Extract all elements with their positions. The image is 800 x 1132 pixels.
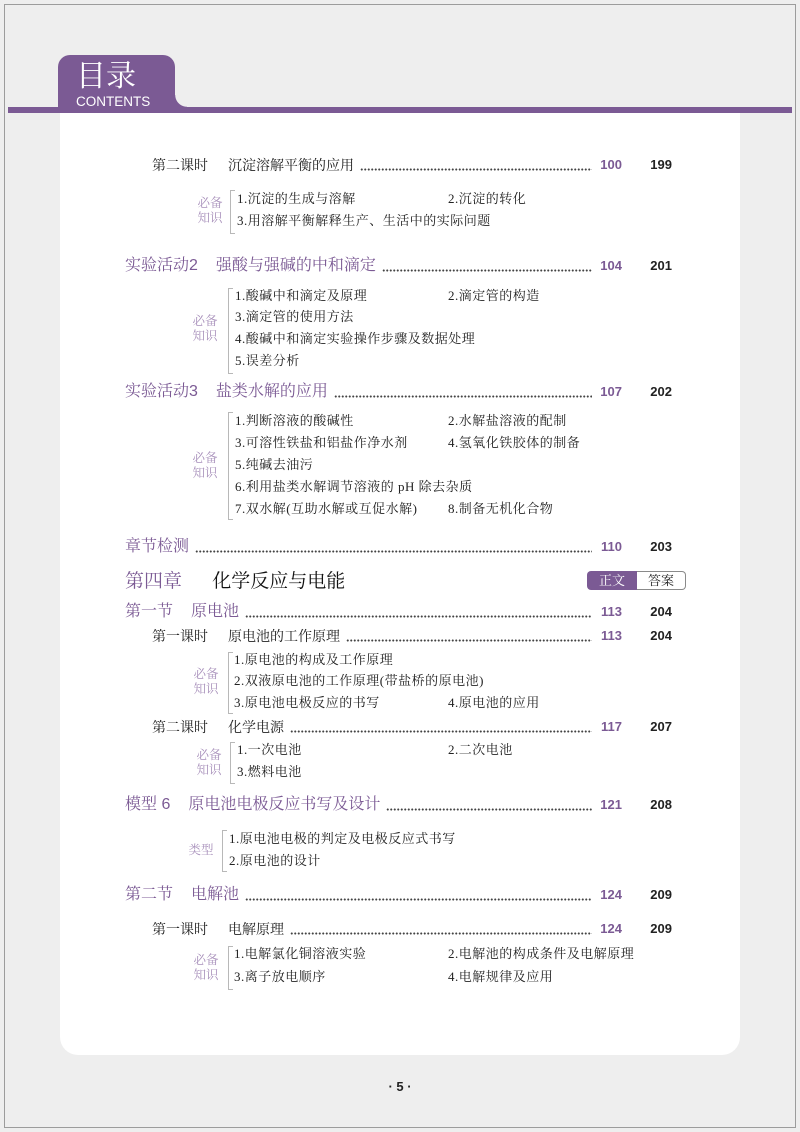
item-bracket <box>230 742 235 784</box>
column-badges <box>587 571 686 590</box>
entry-title: 电解池 <box>191 886 240 903</box>
knowledge-label-line: 知识 <box>196 763 222 777</box>
dot-leader <box>195 550 592 553</box>
answer-page-number: 209 <box>650 887 672 902</box>
dot-leader <box>346 639 592 642</box>
knowledge-item: 7.双水解(互助水解或互促水解) <box>235 501 418 516</box>
knowledge-label-line: 知识 <box>197 211 223 225</box>
answer-page-number: 203 <box>650 539 672 554</box>
knowledge-item: 2.二次电池 <box>448 742 513 757</box>
chapter-label: 第四章 <box>125 571 183 592</box>
type-item: 2.原电池的设计 <box>229 853 321 868</box>
entry-prefix: 模型 6 <box>125 796 171 813</box>
entry-title: 电解原理 <box>228 921 284 937</box>
knowledge-item: 3.用溶解平衡解释生产、生活中的实际问题 <box>237 213 491 228</box>
page-number: 100 <box>600 157 622 172</box>
item-bracket <box>228 652 233 714</box>
type-item: 1.原电池电极的判定及电极反应式书写 <box>229 831 456 846</box>
knowledge-item: 4.酸碱中和滴定实验操作步骤及数据处理 <box>235 331 476 346</box>
knowledge-label-line: 必备 <box>192 314 218 328</box>
toc-entry-section <box>125 537 672 557</box>
toc-entry-section <box>125 795 672 815</box>
toc-entry-lesson <box>152 717 672 737</box>
answer-page-number: 204 <box>650 628 672 643</box>
knowledge-item: 1.沉淀的生成与溶解 <box>237 191 356 206</box>
entry-prefix: 第二节 <box>125 886 174 903</box>
page-number-footer: · 5 · <box>388 1079 412 1094</box>
item-bracket <box>222 830 227 872</box>
entry-prefix: 实验活动3 <box>125 383 198 400</box>
knowledge-item: 1.一次电池 <box>237 742 302 757</box>
page-number: 117 <box>601 719 622 734</box>
toc-entry-lesson <box>152 155 672 175</box>
knowledge-item: 8.制备无机化合物 <box>448 501 554 516</box>
knowledge-label <box>191 314 219 344</box>
item-bracket <box>228 946 233 990</box>
item-bracket <box>228 412 233 520</box>
entry-prefix: 第一课时 <box>152 921 208 937</box>
entry-prefix: 第二课时 <box>152 157 208 173</box>
knowledge-label <box>191 451 219 481</box>
entry-prefix: 实验活动2 <box>125 257 198 274</box>
toc-entry-section <box>125 602 672 622</box>
knowledge-label <box>196 196 224 226</box>
knowledge-item: 2.双液原电池的工作原理(带盐桥的原电池) <box>234 673 484 688</box>
page-number: 124 <box>600 921 622 936</box>
knowledge-label-line: 知识 <box>193 968 219 982</box>
answer-page-number: 199 <box>650 157 672 172</box>
knowledge-label <box>192 953 220 983</box>
toc-entry-lesson <box>152 626 672 646</box>
knowledge-item: 4.电解规律及应用 <box>448 969 554 984</box>
answer-page-number: 202 <box>650 384 672 399</box>
knowledge-item: 3.原电池电极反应的书写 <box>234 695 380 710</box>
knowledge-item: 4.氢氧化铁胶体的制备 <box>448 435 581 450</box>
page-number: 124 <box>600 887 622 902</box>
knowledge-item: 3.燃料电池 <box>237 764 302 779</box>
entry-title: 强酸与强碱的中和滴定 <box>215 257 376 274</box>
answer-page-number: 201 <box>650 258 672 273</box>
knowledge-label-line: 知识 <box>193 682 219 696</box>
header-tab-flare <box>175 95 187 107</box>
knowledge-item: 6.利用盐类水解调节溶液的 pH 除去杂质 <box>235 479 473 494</box>
toc-entry-section <box>125 382 672 402</box>
knowledge-item: 2.沉淀的转化 <box>448 191 527 206</box>
knowledge-label-line: 必备 <box>192 451 218 465</box>
knowledge-item: 1.酸碱中和滴定及原理 <box>235 288 368 303</box>
toc-entry-section <box>125 885 672 905</box>
dot-leader <box>290 730 592 733</box>
entry-title: 盐类水解的应用 <box>215 383 328 400</box>
page-number: 113 <box>601 628 622 643</box>
page-number: 107 <box>600 384 622 399</box>
toc-entry-lesson <box>152 919 672 939</box>
dot-leader <box>245 898 592 901</box>
toc-entry-section <box>125 256 672 276</box>
entry-title: 原电池电极反应书写及设计 <box>188 796 381 813</box>
knowledge-label-line: 必备 <box>193 667 219 681</box>
page-number: 113 <box>601 604 622 619</box>
dot-leader <box>360 168 592 171</box>
chapter-title: 化学反应与电能 <box>212 571 346 592</box>
entry-title: 原电池 <box>191 603 240 620</box>
dot-leader <box>386 808 592 811</box>
entry-prefix: 第一节 <box>125 603 174 620</box>
knowledge-item: 1.判断溶液的酸碱性 <box>235 413 354 428</box>
knowledge-label-line: 知识 <box>192 466 218 480</box>
entry-title: 化学电源 <box>228 719 284 735</box>
knowledge-item: 3.可溶性铁盐和铝盐作净水剂 <box>235 435 408 450</box>
answer-page-number: 209 <box>650 921 672 936</box>
entry-title: 原电池的工作原理 <box>228 628 340 644</box>
type-label <box>187 843 215 858</box>
knowledge-item: 2.电解池的构成条件及电解原理 <box>448 946 635 961</box>
knowledge-item: 1.原电池的构成及工作原理 <box>234 652 394 667</box>
answer-page-number: 204 <box>650 604 672 619</box>
item-bracket <box>228 288 233 374</box>
dot-leader <box>334 395 592 398</box>
knowledge-label-line: 必备 <box>193 953 219 967</box>
answer-badge: 答案 <box>637 571 686 590</box>
knowledge-label-line: 知识 <box>192 329 218 343</box>
page-number: 110 <box>601 539 622 554</box>
main-text-badge: 正文 <box>587 571 637 590</box>
dot-leader <box>382 269 592 272</box>
entry-title: 沉淀溶解平衡的应用 <box>228 157 354 173</box>
knowledge-label-line: 必备 <box>197 196 223 210</box>
knowledge-item: 1.电解氯化铜溶液实验 <box>234 946 367 961</box>
dot-leader <box>290 932 592 935</box>
knowledge-item: 5.纯碱去油污 <box>235 457 314 472</box>
knowledge-item: 4.原电池的应用 <box>448 695 540 710</box>
knowledge-item: 2.水解盐溶液的配制 <box>448 413 567 428</box>
entry-prefix: 章节检测 <box>125 538 190 555</box>
item-bracket <box>230 190 235 234</box>
knowledge-item: 5.误差分析 <box>235 353 300 368</box>
knowledge-item: 3.离子放电顺序 <box>234 969 326 984</box>
knowledge-item: 2.滴定管的构造 <box>448 288 540 303</box>
knowledge-label-line: 必备 <box>196 748 222 762</box>
page-number: 104 <box>600 258 622 273</box>
entry-prefix: 第二课时 <box>152 719 208 735</box>
page-subtitle: CONTENTS <box>76 94 151 109</box>
knowledge-item: 3.滴定管的使用方法 <box>235 309 354 324</box>
answer-page-number: 207 <box>650 719 672 734</box>
page-title: 目录 <box>76 60 136 93</box>
knowledge-label <box>192 667 220 697</box>
type-label-line: 类型 <box>188 843 214 857</box>
page-number: 121 <box>600 797 622 812</box>
knowledge-label <box>195 748 223 778</box>
dot-leader <box>245 615 592 618</box>
chapter-heading <box>125 570 345 594</box>
answer-page-number: 208 <box>650 797 672 812</box>
entry-prefix: 第一课时 <box>152 628 208 644</box>
